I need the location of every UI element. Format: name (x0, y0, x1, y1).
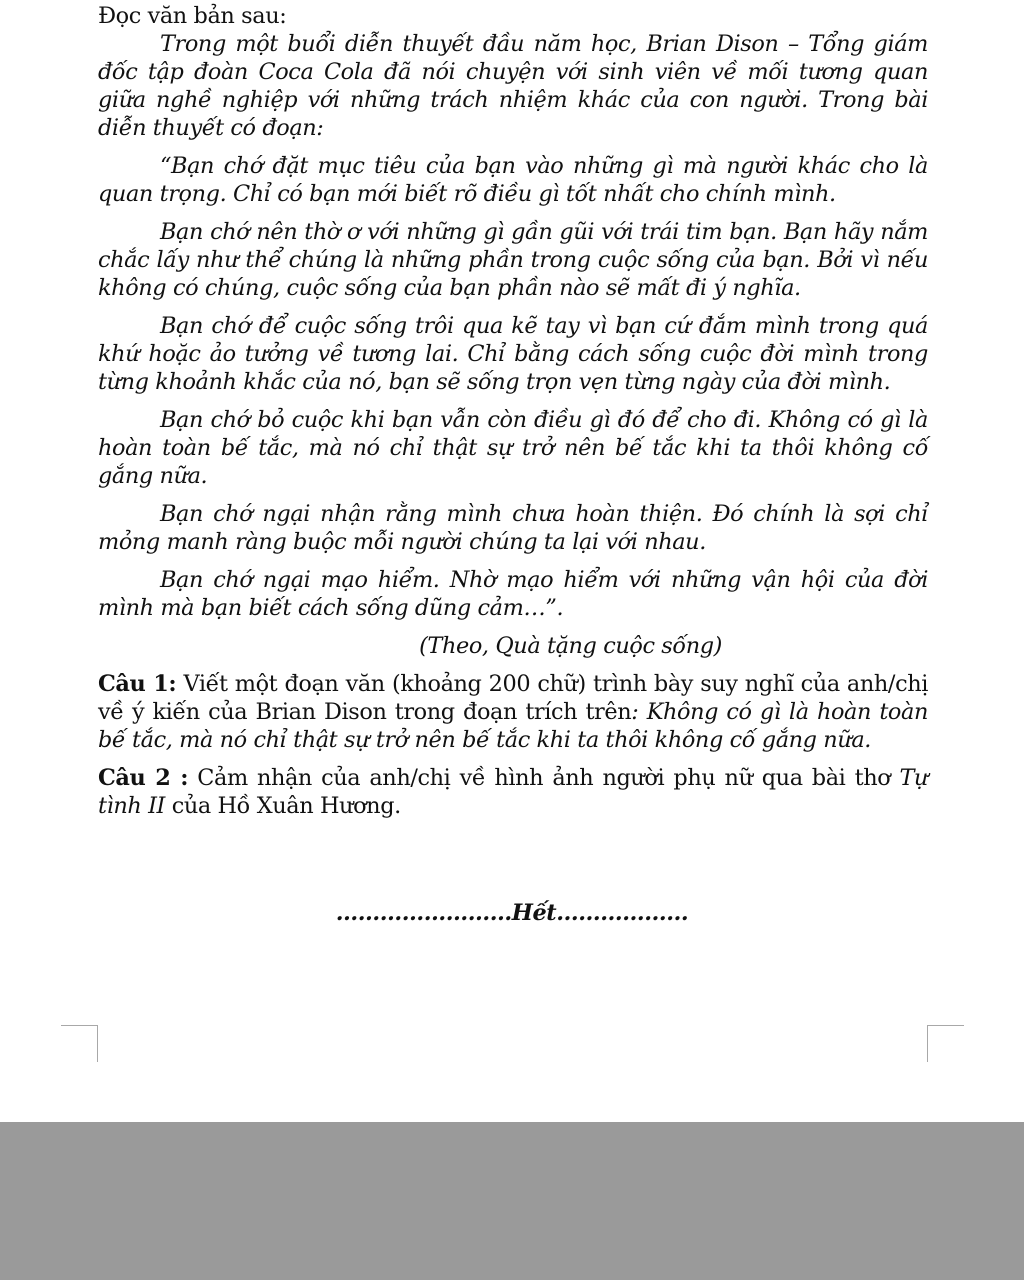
quote-paragraph-1: “Bạn chớ đặt mục tiêu của bạn vào những gì mà người khác cho là quan trọng. Chỉ có bạn mới biết rõ điều gì tốt nhất cho chính mình. (98, 153, 928, 207)
question-2-text-end: của Hồ Xuân Hương. (165, 793, 401, 819)
intro-paragraph: Trong một buổi diễn thuyết đầu năm học, Brian Dison – Tổng giám đốc tập đoàn Coca Cola đã nói chuyện với sinh viên về mối tương quan giữa nghề nghiệp với những trách nhiệm khác của con người. Trong bài diễn thuyết có đoạn: (98, 31, 928, 141)
question-2-poem-title: Tự tình II (98, 765, 929, 819)
document-content (98, 2, 928, 820)
source-citation: (Theo, Quà tặng cuộc sống) (419, 633, 722, 659)
quote-paragraph-2: Bạn chớ nên thờ ơ với những gì gần gũi với trái tim bạn. Bạn hãy nắm chắc lấy như thể chúng là những phần trong cuộc sống của bạn. Bởi vì nếu không có chúng, cuộc sống của bạn phần nào sẽ mất đi ý nghĩa. (98, 219, 928, 301)
right-margin-mark (927, 1025, 964, 1062)
reading-instruction: Đọc văn bản sau: (98, 3, 287, 29)
left-margin-mark (61, 1025, 98, 1062)
question-2 (98, 764, 928, 820)
question-1-text: Viết một đoạn văn (khoảng 200 chữ) trình bày suy nghĩ của anh/chị về ý kiến của Brian Dison trong đoạn trích trên (98, 671, 928, 725)
question-2-label: Câu 2 : (98, 765, 189, 791)
question-1-label: Câu 1: (98, 671, 177, 697)
question-1-quote: : Không có gì là hoàn toàn bế tắc, mà nó chỉ thật sự trở nên bế tắc khi ta thôi không cố gắng nữa. (98, 699, 928, 753)
end-mark: ……………………Hết……………… (335, 900, 689, 926)
quote-paragraph-5: Bạn chớ ngại nhận rằng mình chưa hoàn thiện. Đó chính là sợi chỉ mỏng manh ràng buộc mỗi người chúng ta lại với nhau. (98, 501, 928, 555)
quote-paragraph-3: Bạn chớ để cuộc sống trôi qua kẽ tay vì bạn cứ đắm mình trong quá khứ hoặc ảo tưởng về tương lai. Chỉ bằng cách sống cuộc đời mình trong từng khoảnh khắc của nó, bạn sẽ sống trọn vẹn từng ngày của đời mình. (98, 313, 928, 395)
question-2-text: Cảm nhận của anh/chị về hình ảnh người phụ nữ qua bài thơ (188, 765, 900, 791)
quote-paragraph-6: Bạn chớ ngại mạo hiểm. Nhờ mạo hiểm với những vận hội của đời mình mà bạn biết cách sống dũng cảm…”. (98, 567, 928, 621)
outside-page-area (0, 1122, 1024, 1280)
quote-paragraph-4: Bạn chớ bỏ cuộc khi bạn vẫn còn điều gì đó để cho đi. Không có gì là hoàn toàn bế tắc, mà nó chỉ thật sự trở nên bế tắc khi ta thôi không cố gắng nữa. (98, 407, 928, 489)
question-1 (98, 670, 928, 754)
